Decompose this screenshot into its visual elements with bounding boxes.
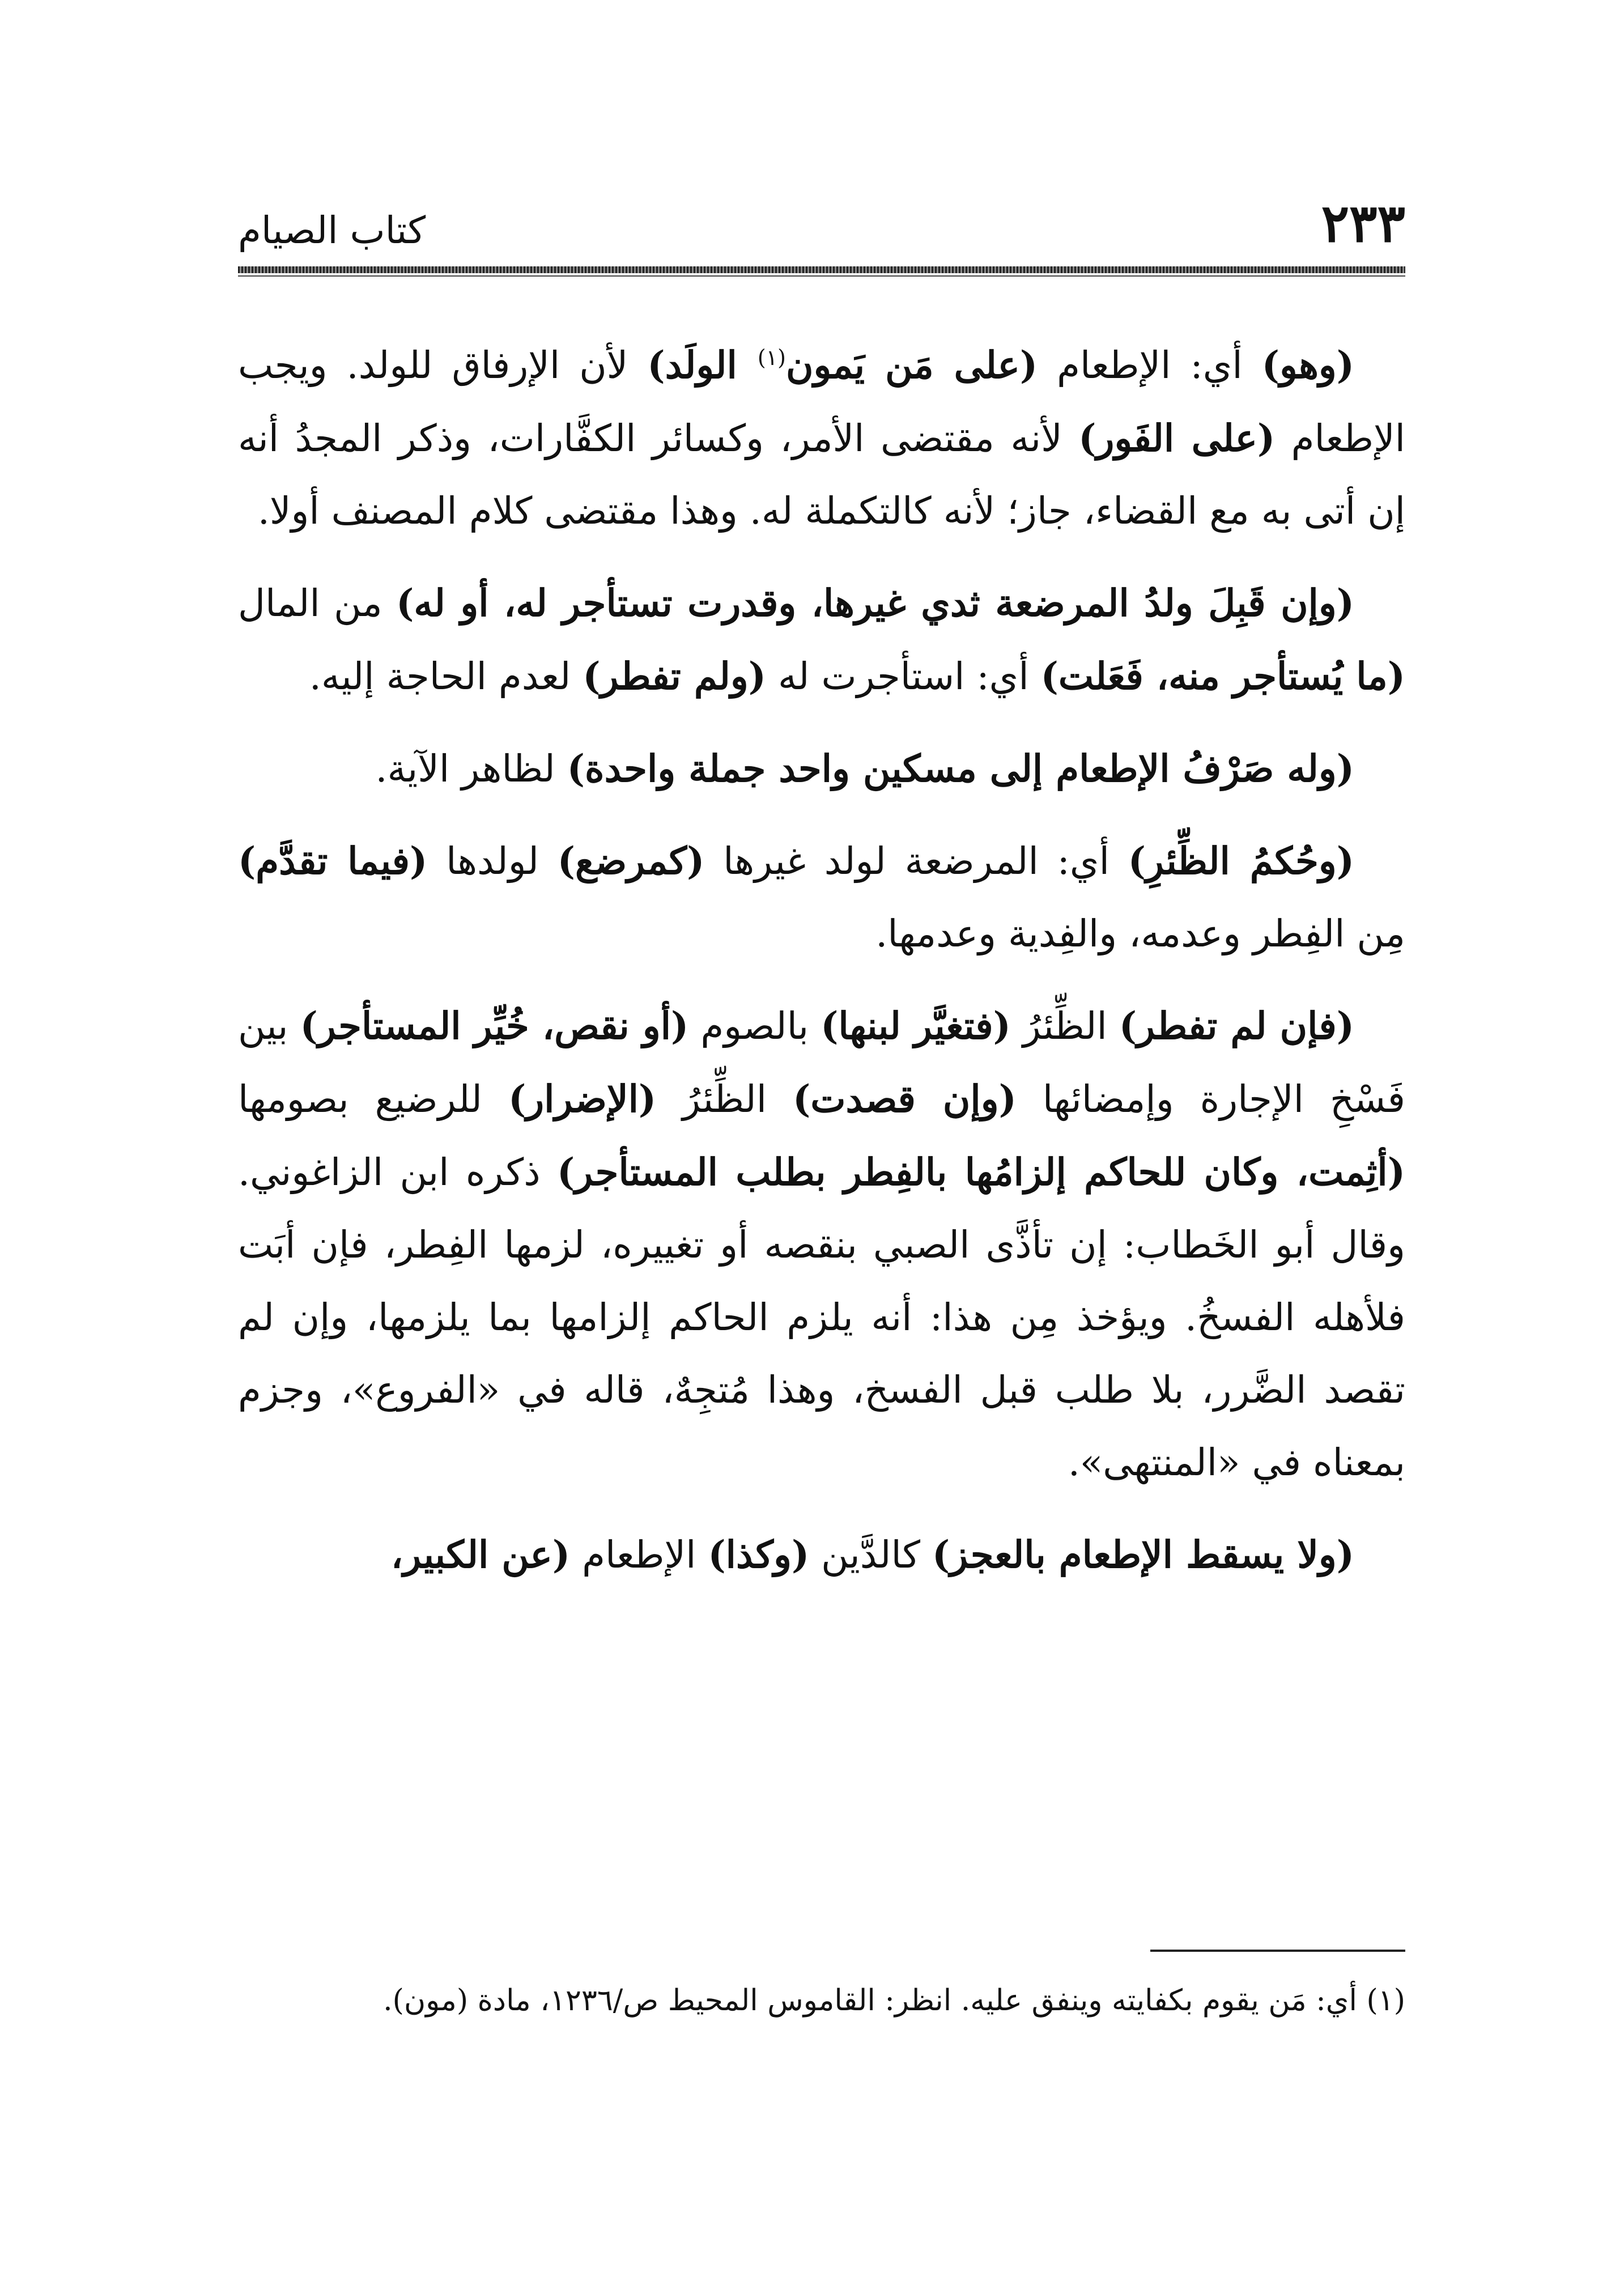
- matn-text: (ولا يسقط الإطعام بالعجز): [932, 1532, 1354, 1577]
- sharh-text: الظِّئرُ: [656, 1077, 793, 1121]
- matn-text: (وكذا): [708, 1532, 810, 1577]
- sharh-text: أي: الإطعام: [1038, 343, 1262, 387]
- sharh-text: الظِّئرُ: [1010, 1004, 1119, 1048]
- sharh-text: أي: المرضعة لولد غيرها: [704, 839, 1128, 883]
- matn-text: (أو نقص، خُيِّر المستأجر): [300, 1004, 689, 1048]
- matn-text: الولَد): [647, 343, 758, 387]
- sharh-text: بالصوم: [688, 1004, 821, 1048]
- page-number: ٢٣٣: [1321, 193, 1405, 254]
- matn-text: (فإن لم تفطر): [1119, 1004, 1354, 1048]
- sharh-text: للرضيع بصومها: [238, 1077, 509, 1121]
- paragraph: [238, 990, 1405, 1499]
- matn-text: (وهو): [1261, 343, 1354, 387]
- sharh-text: لعدم الحاجة إليه.: [309, 655, 583, 698]
- matn-text: (الإضرار): [508, 1077, 657, 1121]
- running-title: كتاب الصيام: [238, 209, 426, 252]
- paragraph: [238, 1518, 1405, 1591]
- matn-text: (فيما تقدَّم): [238, 839, 428, 883]
- matn-text: (على مَن يَمون: [785, 343, 1038, 387]
- sharh-text: أي: استأجرت له: [766, 655, 1041, 698]
- sharh-text: ذكره ابن الزاغوني. وقال أبو الخَطاب: إن تأذَّى الصبي بنقصه أو تغييره، لزمها الفِطر، فإن أبَت فلأهله الفسخُ. ويؤخذ مِن هذا: أنه يلزم الحاكم إلزامها بما يلزمها، وإن لم تقصد الضَّرر، بلا طلب قبل الفسخ، وهذا مُتجِهٌ، قاله في «الفروع»، وجزم بمعناه في «المنتهى».: [238, 1150, 1405, 1484]
- matn-text: (وإن قَبِلَ ولدُ المرضعة ثدي غيرها، وقدرت تستأجر له، أو له): [396, 581, 1354, 625]
- matn-text: (كمرضع): [557, 839, 705, 883]
- matn-text: (ما يُستأجر منه، فَعَلت): [1040, 654, 1405, 698]
- sharh-text: لأنه مقتضى الأمر، وكسائر الكفَّارات، وذكر المجدُ أنه إن أتى به مع القضاء، جاز؛ لأنه كالتكملة له. وهذا مقتضى كلام المصنف أولا.: [238, 417, 1405, 533]
- body-text: [238, 329, 1405, 1611]
- matn-text: (عن الكبير،: [390, 1532, 571, 1577]
- header-rule: [238, 266, 1405, 273]
- matn-text: (أثِمت، وكان للحاكم إلزامُها بالفِطر بطلب المستأجر): [557, 1150, 1405, 1194]
- matn-text: (على الفَور): [1078, 416, 1276, 460]
- paragraph: [238, 329, 1405, 547]
- sharh-text: لأن الإرفاق للولد. ويجب الإطعام: [238, 343, 1405, 460]
- paragraph: [238, 567, 1405, 713]
- footnote-marker: (١): [757, 345, 786, 370]
- sharh-text: الإطعام: [570, 1533, 708, 1577]
- sharh-text: كالدَّين: [809, 1533, 933, 1577]
- matn-text: (وله صَرْفُ الإطعام إلى مسكين واحد جملة واحدة): [567, 746, 1354, 791]
- sharh-text: لظاهر الآية.: [375, 747, 567, 791]
- footnote: (١) أي: مَن يقوم بكفايته وينفق عليه. انظر: القاموس المحيط ص/١٢٣٦، مادة (مون).: [383, 1984, 1405, 2018]
- sharh-text: مِن الفِطر وعدمه، والفِدية وعدمها.: [875, 912, 1405, 956]
- header-rule-thin: [238, 275, 1405, 277]
- page-header: [238, 187, 1405, 254]
- matn-text: (وإن قصدت): [793, 1077, 1017, 1121]
- paragraph: [238, 732, 1405, 805]
- footnotes: [238, 1972, 1405, 2029]
- sharh-text: بين فَسْخِ الإجارة وإمضائها: [238, 1004, 1405, 1121]
- sharh-text: لولدها: [427, 839, 558, 883]
- matn-text: (ولم تفطر): [583, 654, 766, 698]
- matn-text: (وحُكمُ الظِّئرِ): [1128, 839, 1354, 883]
- sharh-text: من المال: [238, 581, 397, 625]
- paragraph: [238, 825, 1405, 970]
- footnote-separator: [1150, 1950, 1405, 1952]
- matn-text: (فتغيَّر لبنها): [820, 1004, 1011, 1048]
